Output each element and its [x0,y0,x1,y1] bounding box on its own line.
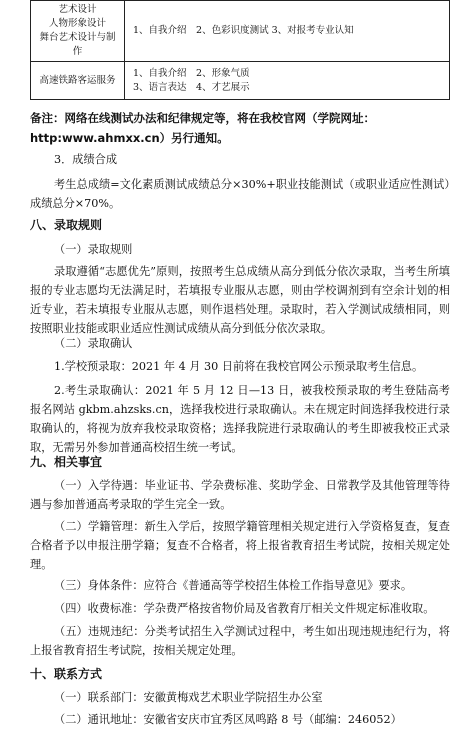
table-cell-category [31,1,125,62]
admission-rules-paragraph: 录取遵循“志愿优先”原则，按照考生总成绩从高分到低分依次录取，当考生所填报的专业志愿均无法满足时，若填报专业服从志愿，则由学校调剂到有空余计划的相近专业，若未填报专业服从志愿，则作退档处理。录取时，若入学测试成绩相同，则按照职业技能或职业适应性测试成绩从高分到低分依次录取。 [30,265,450,335]
table-cell-category [31,62,125,100]
table-cell-items [125,62,450,100]
network-test-note: 备注：网络在线测试办法和纪律规定等，将在我校官网（学院网址：http:www.ahmxx.cn）另行通知。 [30,111,375,145]
category-line: 舞台艺术设计与制作 [39,32,116,57]
admission-confirm-subheading: （二）录取确认 [54,337,133,350]
related-item-physical: （三）身体条件：应符合《普通高等学校招生体检工作指导意见》要求。 [54,579,413,592]
category-line: 高速铁路客运服务 [39,74,116,86]
related-item-fees: （四）收费标准：学杂费严格按省物价局及省教育厅相关文件规定标准收取。 [54,602,435,615]
category-line: 艺术设计 [58,4,97,15]
section-heading-contact: 十、联系方式 [30,667,103,681]
score-formula-paragraph: 考生总成绩=文化素质测试成绩总分×30%+职业技能测试（或职业适应性测试）成绩总分×70%。 [30,178,450,210]
section-heading-related-matters: 九、相关事宜 [30,455,103,469]
test-item-line: 1、自我介绍 2、色彩识度测试 3、对报考专业认知 [133,25,354,36]
related-item-violations: （五）违规违纪：分类考试招生入学测试过程中，考生如出现违规违纪行为，将上报省教育招生考试院，按相关规定处理。 [30,625,450,657]
table-row [31,1,450,62]
test-content-table [30,0,450,100]
admission-confirmation-paragraph: 2.考生录取确认：2021 年 5 月 12 日—13 日，被我校预录取的考生登陆高考报名网站 gkbm.ahzsks.cn，选择我校进行录取确认。未在规定时间选择我校进行录取确认的，将视为放弃我校录取资格；选择我院进行录取确认的考生即被我校正式录取，无需另外参加普通高校招生统一考试。 [30,384,450,454]
contact-address: （二）通讯地址：安徽省安庆市宜秀区凤鸣路 8 号（邮编：246052） [54,713,402,726]
test-item-line: 1、自我介绍 2、形象气质 [133,67,250,79]
category-line: 人物形象设计 [48,18,106,29]
score-synthesis-heading: 3．成绩合成 [54,153,118,166]
table-row [31,62,450,100]
table-cell-items [125,1,450,62]
pre-admission-paragraph: 1.学校预录取：2021 年 4 月 30 日前将在我校官网公示预录取考生信息。 [54,360,424,373]
section-heading-admission-rules: 八、录取规则 [30,218,103,232]
admission-rules-subheading: （一）录取规则 [54,243,133,256]
contact-department: （一）联系部门：安徽黄梅戏艺术职业学院招生办公室 [54,691,323,704]
related-item-student-status: （二）学籍管理：新生入学后，按照学籍管理相关规定进行入学资格复查，复查合格者予以申报注册学籍；复查不合格者，将上报省教育招生考试院，按相关规定处理。 [30,520,450,571]
related-item-enrollment: （一）入学待遇：毕业证书、学杂费标准、奖助学金、日常教学及其他管理等待遇与参加普通高考录取的学生完全一致。 [30,479,450,511]
test-item-line: 3、语言表达 4、才艺展示 [133,81,250,93]
